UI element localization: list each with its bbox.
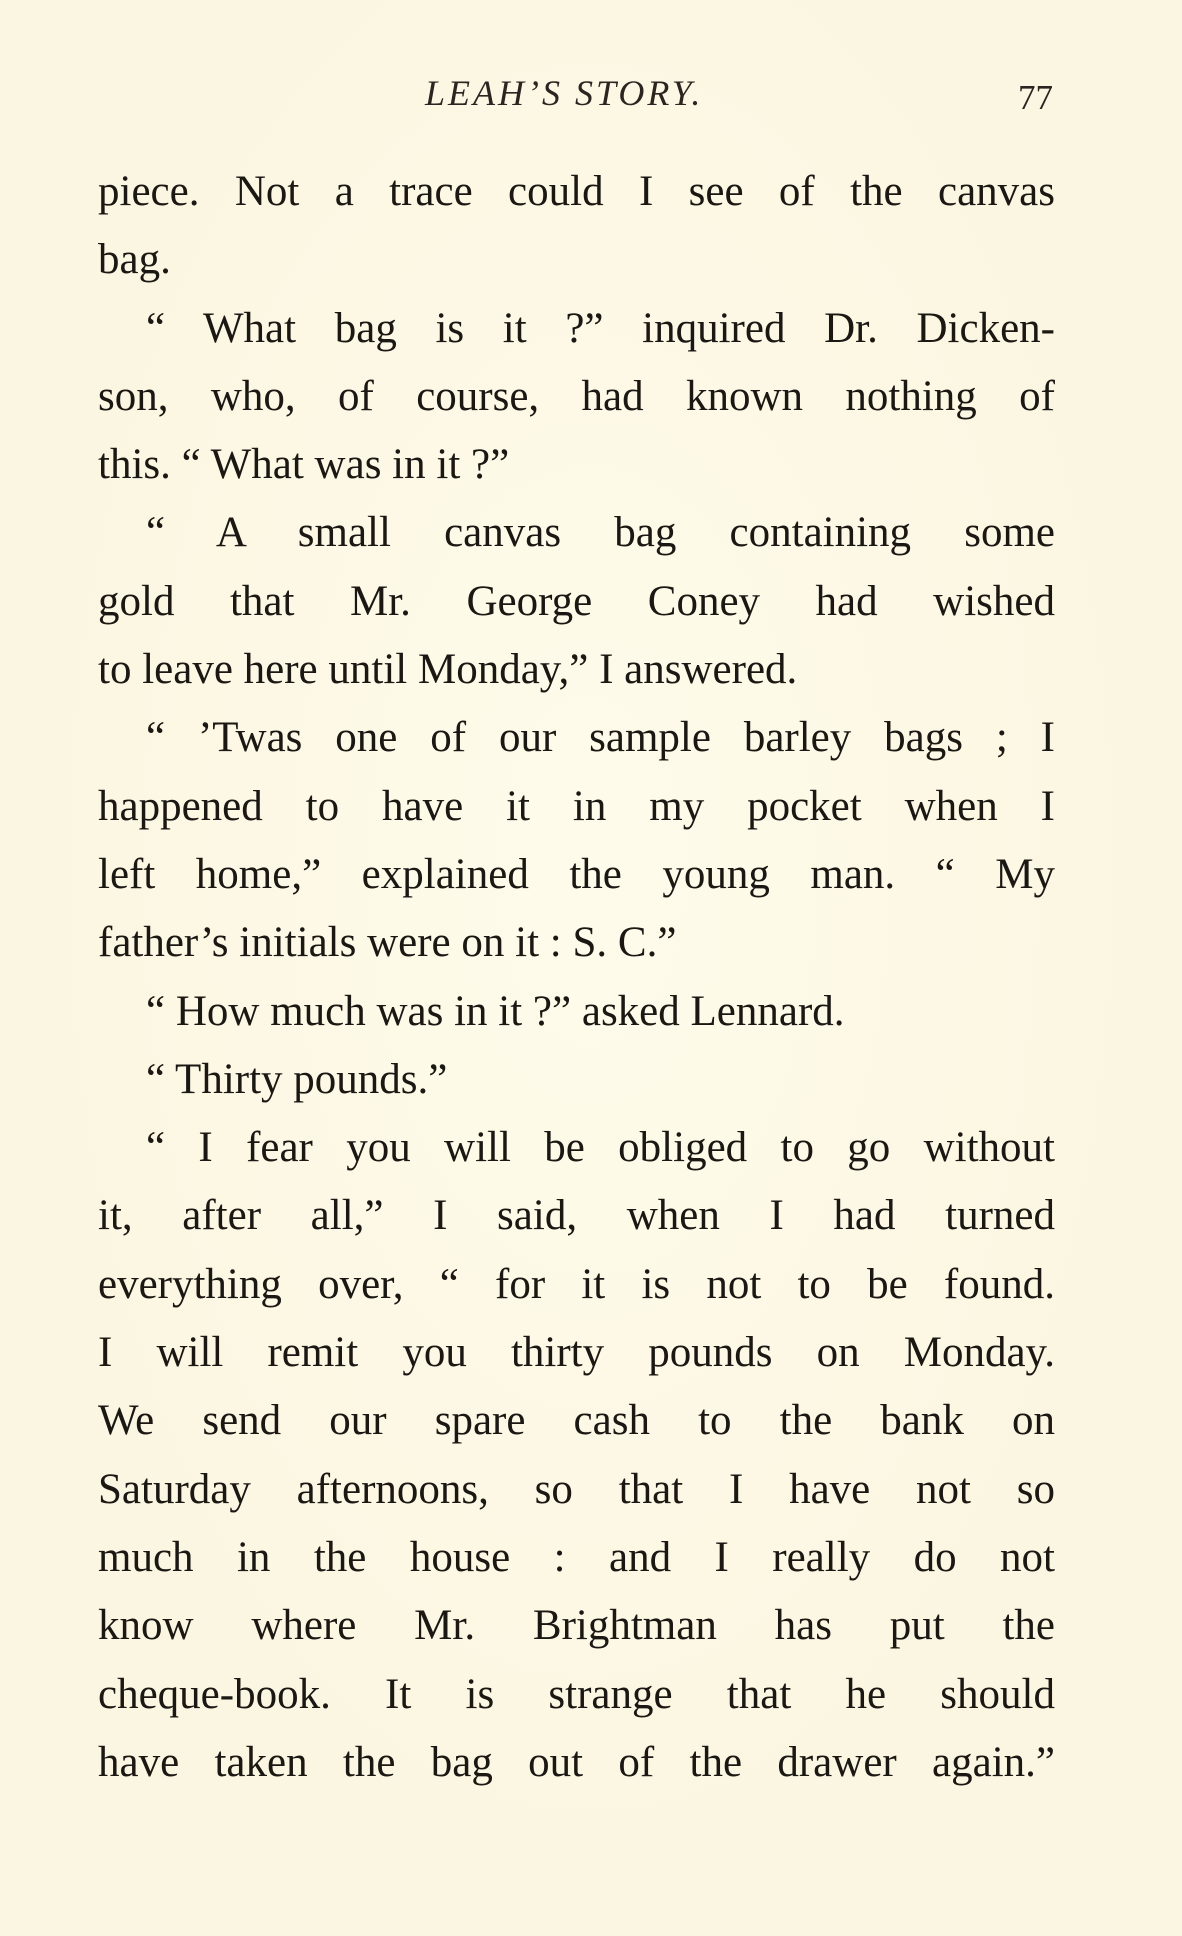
text-line: it, after all,” I said, when I had turned <box>98 1192 1055 1240</box>
text-line: much in the house : and I really do not <box>98 1533 1055 1581</box>
text-line: piece. Not a trace could I see of the canvas <box>98 168 1055 215</box>
text-line: know where Mr. Brightman has put the <box>98 1602 1055 1650</box>
text-line: left home,” explained the young man. “ My <box>98 850 1055 898</box>
running-head <box>0 72 1182 122</box>
text-line: I will remit you thirty pounds on Monday. <box>98 1329 1055 1377</box>
text-line: father’s initials were on it : S. C.” <box>98 919 677 967</box>
text-line: have taken the bag out of the drawer again.” <box>98 1738 1055 1786</box>
body-text <box>98 158 1055 1797</box>
text-line: “ I fear you will be obliged to go without <box>146 1124 1055 1172</box>
page-number: 77 <box>1018 78 1053 117</box>
text-line: We send our spare cash to the bank on <box>98 1397 1055 1445</box>
text-line: “ ’Twas one of our sample barley bags ; I <box>146 714 1055 762</box>
text-line: Saturday afternoons, so that I have not so <box>98 1465 1055 1513</box>
text-line: “ How much was in it ?” asked Lennard. <box>146 987 845 1035</box>
text-line: “ Thirty pounds.” <box>146 1055 448 1103</box>
text-line: cheque-book. It is strange that he should <box>98 1670 1055 1718</box>
running-title: LEAH’S STORY. <box>425 73 704 113</box>
text-line: “ A small canvas bag containing some <box>146 509 1055 557</box>
text-line: this. “ What was in it ?” <box>98 441 510 489</box>
text-line: everything over, “ for it is not to be found. <box>98 1260 1055 1308</box>
text-line: gold that Mr. George Coney had wished <box>98 577 1055 625</box>
text-line: to leave here until Monday,” I answered. <box>98 646 798 694</box>
text-line: “ What bag is it ?” inquired Dr. Dicken- <box>146 304 1055 352</box>
text-line: happened to have it in my pocket when I <box>98 782 1055 830</box>
text-line: bag. <box>98 236 171 284</box>
text-line: son, who, of course, had known nothing of <box>98 372 1055 420</box>
